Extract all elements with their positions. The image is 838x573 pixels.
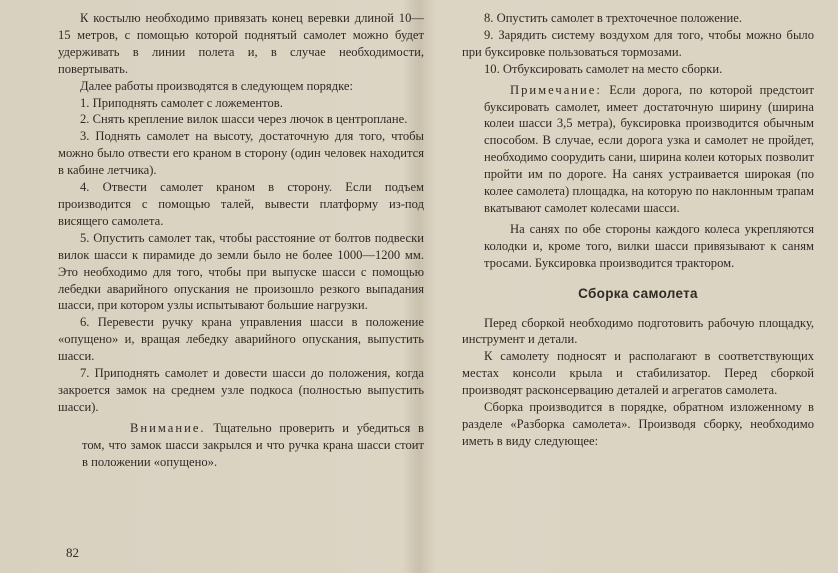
note-text: Если дорога, по которой предстоит буксировать самолет, имеет достаточную ширину (ширина колеи шасси 3,5 метра), буксировка производится обычным способом. В случае, если дорога узка и самолет не пройдет, необходимо соорудить сани, ширина колеи которых позволит пройти им по дороге. На санях устраивается широкая (по колее самолета) площадка, на которую по наклонным трапам вкатывают самолет колесами шасси. — [484, 82, 814, 215]
note-text: Тщательно проверить и убедиться в том, что замок шасси закрылся и что ручка крана шасси стоит в положении «опущено». — [82, 420, 424, 469]
list-item: 10. Отбуксировать самолет на место сборки. — [484, 61, 723, 76]
list-item: 4. Отвести самолет краном в сторону. Если подъем производится с помощью талей, вывести платформу из-под висящего самолета. — [58, 180, 424, 228]
list-item: 6. Перевести ручку крана управления шасси в положение «опущено» и, вращая лебедку аварийного опускания, выпустить шасси. — [58, 315, 424, 364]
note-label: Примечание: — [510, 82, 602, 97]
page-number: 82 — [66, 545, 79, 560]
right-page-column — [462, 10, 814, 450]
paragraph: Далее работы производятся в следующем порядке: — [80, 78, 354, 93]
list-item: 1. Приподнять самолет с ложементов. — [80, 95, 283, 110]
paragraph: Перед сборкой необходимо подготовить рабочую площадку, инструмент и детали. — [462, 315, 814, 347]
section-heading: Сборка самолета — [578, 285, 698, 301]
list-item: 9. Зарядить систему воздухом для того, чтобы можно было при буксировке пользоваться тормозами. — [462, 27, 814, 59]
list-item: 2. Снять крепление вилок шасси через лючок в центроплане. — [80, 112, 408, 127]
attention-note — [58, 420, 424, 471]
note-label: Внимание. — [130, 420, 206, 435]
paragraph: К самолету подносят и располагают в соответствующих местах консоли крыла и стабилизатор. Перед сборкой производят расконсервацию деталей и агрегатов самолета. — [462, 349, 814, 398]
list-item: 7. Приподнять самолет и довести шасси до положения, когда закроется замок на среднем узле подкоса (полностью выпустить шасси). — [58, 366, 424, 414]
paragraph: Сборка производится в порядке, обратном изложенному в разделе «Разборка самолета». Производя сборку, необходимо иметь в виду следующее: — [462, 400, 814, 448]
remark-note — [462, 82, 814, 217]
list-item: 3. Поднять самолет на высоту, достаточную для того, чтобы можно было отвести его краном в сторону (один человек находится в кабине летчика). — [58, 129, 424, 178]
list-item: 5. Опустить самолет так, чтобы расстояние от болтов подвески вилок шасси к пирамиде до земли было не более 1000—1200 мм. Это необходимо для того, чтобы при выпуске шасси с помощью лебедки аварийного опускания не произошло резкого выпадания шасси, при котором узлы испытывают большие нагрузки. — [58, 230, 424, 313]
paragraph: К костылю необходимо привязать конец веревки длиной 10—15 метров, с помощью которой поднятый самолет можно будет удерживать в линии полета и, в случае необходимости, повертывать. — [58, 11, 424, 76]
paragraph: На санях по обе стороны каждого колеса укрепляются колодки и, кроме того, вилки шасси привязывают к саням тросами. Буксировка производится трактором. — [484, 221, 814, 270]
list-item: 8. Опустить самолет в трехточечное положение. — [484, 11, 743, 25]
left-page-column — [58, 10, 424, 470]
